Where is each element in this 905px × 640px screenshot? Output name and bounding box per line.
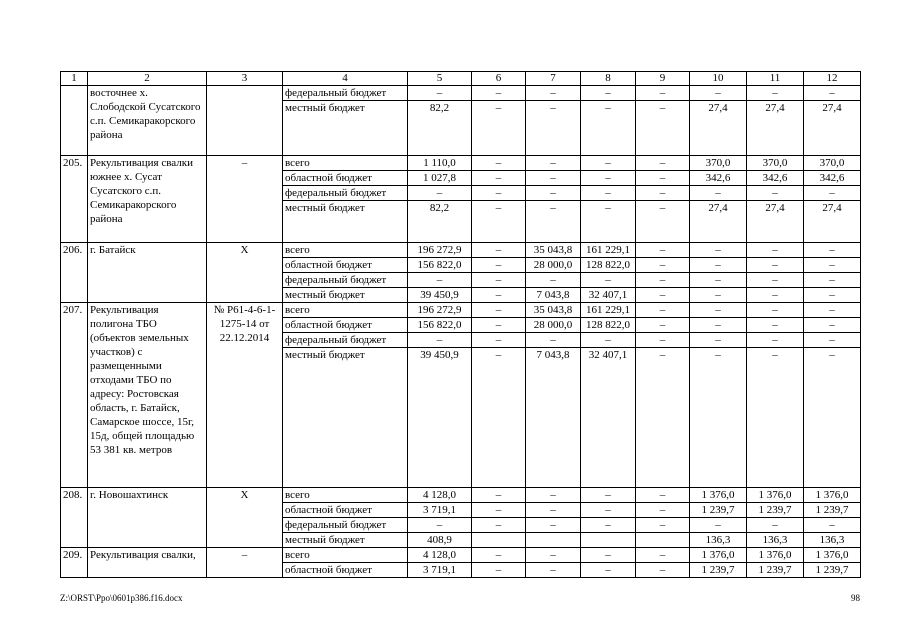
- budget-table: [60, 71, 861, 578]
- value-cell: –: [581, 488, 636, 503]
- doc-cell: –: [207, 156, 283, 243]
- value-cell: –: [804, 86, 861, 101]
- table-row: [61, 488, 861, 503]
- budget-source-cell: местный бюджет: [283, 533, 408, 548]
- value-cell: 27,4: [804, 201, 861, 243]
- object-name-cell: г. Батайск: [88, 243, 207, 303]
- value-cell: –: [526, 186, 581, 201]
- value-cell: 32 407,1: [581, 288, 636, 303]
- row-number-cell: 209.: [61, 548, 88, 578]
- doc-cell: № Р61-4-6-1-1275-14 от 22.12.2014: [207, 303, 283, 488]
- value-cell: –: [581, 201, 636, 243]
- value-cell: [472, 533, 526, 548]
- value-cell: 39 450,9: [408, 348, 472, 488]
- value-cell: 408,9: [408, 533, 472, 548]
- value-cell: –: [636, 348, 690, 488]
- value-cell: –: [526, 518, 581, 533]
- doc-cell: Х: [207, 488, 283, 548]
- value-cell: –: [472, 156, 526, 171]
- value-cell: 1 239,7: [804, 503, 861, 518]
- value-cell: 7 043,8: [526, 288, 581, 303]
- value-cell: –: [690, 348, 747, 488]
- value-cell: –: [472, 101, 526, 156]
- doc-cell: Х: [207, 243, 283, 303]
- row-number-cell: 207.: [61, 303, 88, 488]
- budget-source-cell: федеральный бюджет: [283, 518, 408, 533]
- value-cell: –: [804, 318, 861, 333]
- budget-source-cell: всего: [283, 303, 408, 318]
- value-cell: –: [690, 518, 747, 533]
- value-cell: –: [526, 171, 581, 186]
- object-name-cell: Рекультивация полигона ТБО (объектов земельных участков) с размещенными отходами ТБО по адресу: Ростовская область, г. Батайск, Самарское шоссе, 15г, 15д, общей площадью 53 381 кв. метров: [88, 303, 207, 488]
- value-cell: 342,6: [690, 171, 747, 186]
- value-cell: 196 272,9: [408, 243, 472, 258]
- column-number-cell: 5: [408, 72, 472, 86]
- column-number-cell: 10: [690, 72, 747, 86]
- value-cell: 196 272,9: [408, 303, 472, 318]
- value-cell: –: [526, 563, 581, 578]
- table-row: [61, 156, 861, 171]
- value-cell: –: [526, 156, 581, 171]
- budget-source-cell: областной бюджет: [283, 503, 408, 518]
- value-cell: –: [581, 503, 636, 518]
- footer-file-path: Z:\ORST\Ppo\0601p386.f16.docx: [60, 593, 183, 603]
- value-cell: –: [747, 348, 804, 488]
- value-cell: –: [636, 303, 690, 318]
- value-cell: –: [472, 288, 526, 303]
- value-cell: –: [526, 101, 581, 156]
- value-cell: –: [581, 273, 636, 288]
- value-cell: –: [636, 86, 690, 101]
- value-cell: [526, 533, 581, 548]
- value-cell: 27,4: [690, 201, 747, 243]
- value-cell: –: [472, 258, 526, 273]
- value-cell: –: [472, 86, 526, 101]
- value-cell: –: [636, 101, 690, 156]
- object-name-cell: Рекультивация свалки,: [88, 548, 207, 578]
- value-cell: 27,4: [804, 101, 861, 156]
- budget-source-cell: местный бюджет: [283, 288, 408, 303]
- value-cell: –: [581, 548, 636, 563]
- budget-source-cell: областной бюджет: [283, 171, 408, 186]
- value-cell: 4 128,0: [408, 548, 472, 563]
- value-cell: 1 239,7: [690, 503, 747, 518]
- value-cell: –: [472, 303, 526, 318]
- value-cell: –: [581, 101, 636, 156]
- value-cell: –: [472, 243, 526, 258]
- value-cell: –: [408, 333, 472, 348]
- budget-source-cell: федеральный бюджет: [283, 86, 408, 101]
- value-cell: –: [636, 288, 690, 303]
- budget-source-cell: областной бюджет: [283, 563, 408, 578]
- value-cell: 156 822,0: [408, 258, 472, 273]
- value-cell: –: [581, 171, 636, 186]
- budget-source-cell: всего: [283, 156, 408, 171]
- column-number-cell: 3: [207, 72, 283, 86]
- value-cell: –: [472, 488, 526, 503]
- value-cell: [636, 533, 690, 548]
- doc-cell: [207, 86, 283, 156]
- value-cell: –: [804, 303, 861, 318]
- budget-source-cell: федеральный бюджет: [283, 273, 408, 288]
- value-cell: –: [472, 348, 526, 488]
- value-cell: –: [408, 186, 472, 201]
- value-cell: 128 822,0: [581, 258, 636, 273]
- value-cell: 128 822,0: [581, 318, 636, 333]
- value-cell: –: [690, 243, 747, 258]
- column-number-cell: 2: [88, 72, 207, 86]
- value-cell: 32 407,1: [581, 348, 636, 488]
- footer-page-number: 98: [851, 593, 860, 603]
- budget-source-cell: местный бюджет: [283, 201, 408, 243]
- value-cell: –: [690, 333, 747, 348]
- table-row: [61, 243, 861, 258]
- value-cell: –: [804, 273, 861, 288]
- value-cell: –: [472, 548, 526, 563]
- value-cell: –: [472, 563, 526, 578]
- value-cell: –: [636, 548, 690, 563]
- value-cell: –: [581, 333, 636, 348]
- value-cell: –: [636, 488, 690, 503]
- value-cell: –: [747, 273, 804, 288]
- budget-source-cell: всего: [283, 243, 408, 258]
- value-cell: –: [747, 333, 804, 348]
- value-cell: 35 043,8: [526, 243, 581, 258]
- value-cell: –: [690, 318, 747, 333]
- value-cell: 342,6: [804, 171, 861, 186]
- value-cell: –: [526, 86, 581, 101]
- row-number-cell: 208.: [61, 488, 88, 548]
- value-cell: –: [804, 288, 861, 303]
- value-cell: –: [472, 333, 526, 348]
- budget-source-cell: всего: [283, 488, 408, 503]
- value-cell: 161 229,1: [581, 303, 636, 318]
- value-cell: –: [526, 503, 581, 518]
- value-cell: 370,0: [747, 156, 804, 171]
- value-cell: –: [636, 503, 690, 518]
- column-number-cell: 9: [636, 72, 690, 86]
- value-cell: –: [472, 201, 526, 243]
- column-number-cell: 7: [526, 72, 581, 86]
- value-cell: 1 027,8: [408, 171, 472, 186]
- value-cell: –: [581, 186, 636, 201]
- value-cell: –: [747, 318, 804, 333]
- value-cell: –: [636, 563, 690, 578]
- value-cell: –: [526, 548, 581, 563]
- budget-source-cell: областной бюджет: [283, 318, 408, 333]
- value-cell: 161 229,1: [581, 243, 636, 258]
- value-cell: –: [581, 563, 636, 578]
- value-cell: –: [804, 186, 861, 201]
- value-cell: 1 376,0: [804, 548, 861, 563]
- value-cell: –: [526, 201, 581, 243]
- budget-source-cell: местный бюджет: [283, 101, 408, 156]
- value-cell: 4 128,0: [408, 488, 472, 503]
- row-number-cell: 205.: [61, 156, 88, 243]
- value-cell: 27,4: [747, 201, 804, 243]
- value-cell: –: [408, 86, 472, 101]
- value-cell: –: [690, 288, 747, 303]
- object-name-cell: Рекультивация свалки южнее х. Сусат Сусатского с.п. Семикаракорского района: [88, 156, 207, 243]
- value-cell: –: [747, 86, 804, 101]
- object-name-cell: г. Новошахтинск: [88, 488, 207, 548]
- value-cell: –: [581, 86, 636, 101]
- value-cell: 3 719,1: [408, 503, 472, 518]
- table-row: [61, 303, 861, 318]
- value-cell: –: [747, 186, 804, 201]
- value-cell: –: [690, 303, 747, 318]
- value-cell: –: [636, 273, 690, 288]
- value-cell: –: [636, 318, 690, 333]
- value-cell: 82,2: [408, 101, 472, 156]
- value-cell: –: [690, 186, 747, 201]
- value-cell: –: [526, 488, 581, 503]
- column-number-cell: 6: [472, 72, 526, 86]
- value-cell: 27,4: [747, 101, 804, 156]
- column-number-cell: 11: [747, 72, 804, 86]
- value-cell: –: [747, 518, 804, 533]
- value-cell: 1 110,0: [408, 156, 472, 171]
- value-cell: –: [690, 273, 747, 288]
- value-cell: 1 239,7: [747, 503, 804, 518]
- value-cell: –: [747, 243, 804, 258]
- value-cell: –: [472, 273, 526, 288]
- value-cell: –: [804, 518, 861, 533]
- value-cell: [581, 533, 636, 548]
- value-cell: 28 000,0: [526, 318, 581, 333]
- value-cell: 136,3: [747, 533, 804, 548]
- value-cell: 342,6: [747, 171, 804, 186]
- value-cell: –: [636, 518, 690, 533]
- value-cell: –: [408, 273, 472, 288]
- value-cell: 82,2: [408, 201, 472, 243]
- value-cell: 1 239,7: [804, 563, 861, 578]
- value-cell: 7 043,8: [526, 348, 581, 488]
- table-row: [61, 86, 861, 101]
- value-cell: 370,0: [690, 156, 747, 171]
- value-cell: 156 822,0: [408, 318, 472, 333]
- value-cell: –: [747, 258, 804, 273]
- value-cell: –: [472, 503, 526, 518]
- value-cell: 1 376,0: [690, 488, 747, 503]
- value-cell: –: [804, 348, 861, 488]
- value-cell: –: [636, 201, 690, 243]
- value-cell: –: [472, 171, 526, 186]
- budget-source-cell: всего: [283, 548, 408, 563]
- row-number-cell: 206.: [61, 243, 88, 303]
- column-number-cell: 12: [804, 72, 861, 86]
- column-number-row: [61, 72, 861, 86]
- value-cell: 1 239,7: [747, 563, 804, 578]
- value-cell: –: [526, 333, 581, 348]
- value-cell: –: [408, 518, 472, 533]
- value-cell: 136,3: [804, 533, 861, 548]
- value-cell: –: [581, 156, 636, 171]
- table-row: [61, 548, 861, 563]
- value-cell: –: [804, 333, 861, 348]
- value-cell: 1 376,0: [747, 548, 804, 563]
- value-cell: –: [690, 258, 747, 273]
- value-cell: 1 239,7: [690, 563, 747, 578]
- doc-cell: –: [207, 548, 283, 578]
- budget-source-cell: областной бюджет: [283, 258, 408, 273]
- value-cell: –: [526, 273, 581, 288]
- value-cell: 1 376,0: [804, 488, 861, 503]
- value-cell: 370,0: [804, 156, 861, 171]
- value-cell: 1 376,0: [747, 488, 804, 503]
- value-cell: –: [636, 333, 690, 348]
- value-cell: –: [804, 258, 861, 273]
- value-cell: –: [472, 518, 526, 533]
- value-cell: –: [747, 288, 804, 303]
- budget-source-cell: федеральный бюджет: [283, 186, 408, 201]
- value-cell: –: [804, 243, 861, 258]
- value-cell: 27,4: [690, 101, 747, 156]
- value-cell: 35 043,8: [526, 303, 581, 318]
- value-cell: –: [747, 303, 804, 318]
- value-cell: –: [581, 518, 636, 533]
- value-cell: –: [636, 258, 690, 273]
- value-cell: 1 376,0: [690, 548, 747, 563]
- num-cell: [61, 86, 88, 156]
- value-cell: –: [472, 186, 526, 201]
- value-cell: –: [472, 318, 526, 333]
- column-number-cell: 8: [581, 72, 636, 86]
- value-cell: 28 000,0: [526, 258, 581, 273]
- value-cell: –: [636, 186, 690, 201]
- value-cell: –: [636, 156, 690, 171]
- value-cell: 3 719,1: [408, 563, 472, 578]
- column-number-cell: 1: [61, 72, 88, 86]
- budget-source-cell: местный бюджет: [283, 348, 408, 488]
- value-cell: 39 450,9: [408, 288, 472, 303]
- column-number-cell: 4: [283, 72, 408, 86]
- value-cell: –: [636, 243, 690, 258]
- value-cell: 136,3: [690, 533, 747, 548]
- budget-source-cell: федеральный бюджет: [283, 333, 408, 348]
- value-cell: –: [690, 86, 747, 101]
- object-name-cell: восточнее х. Слободской Сусатского с.п. Семикаракорского района: [88, 86, 207, 156]
- value-cell: –: [636, 171, 690, 186]
